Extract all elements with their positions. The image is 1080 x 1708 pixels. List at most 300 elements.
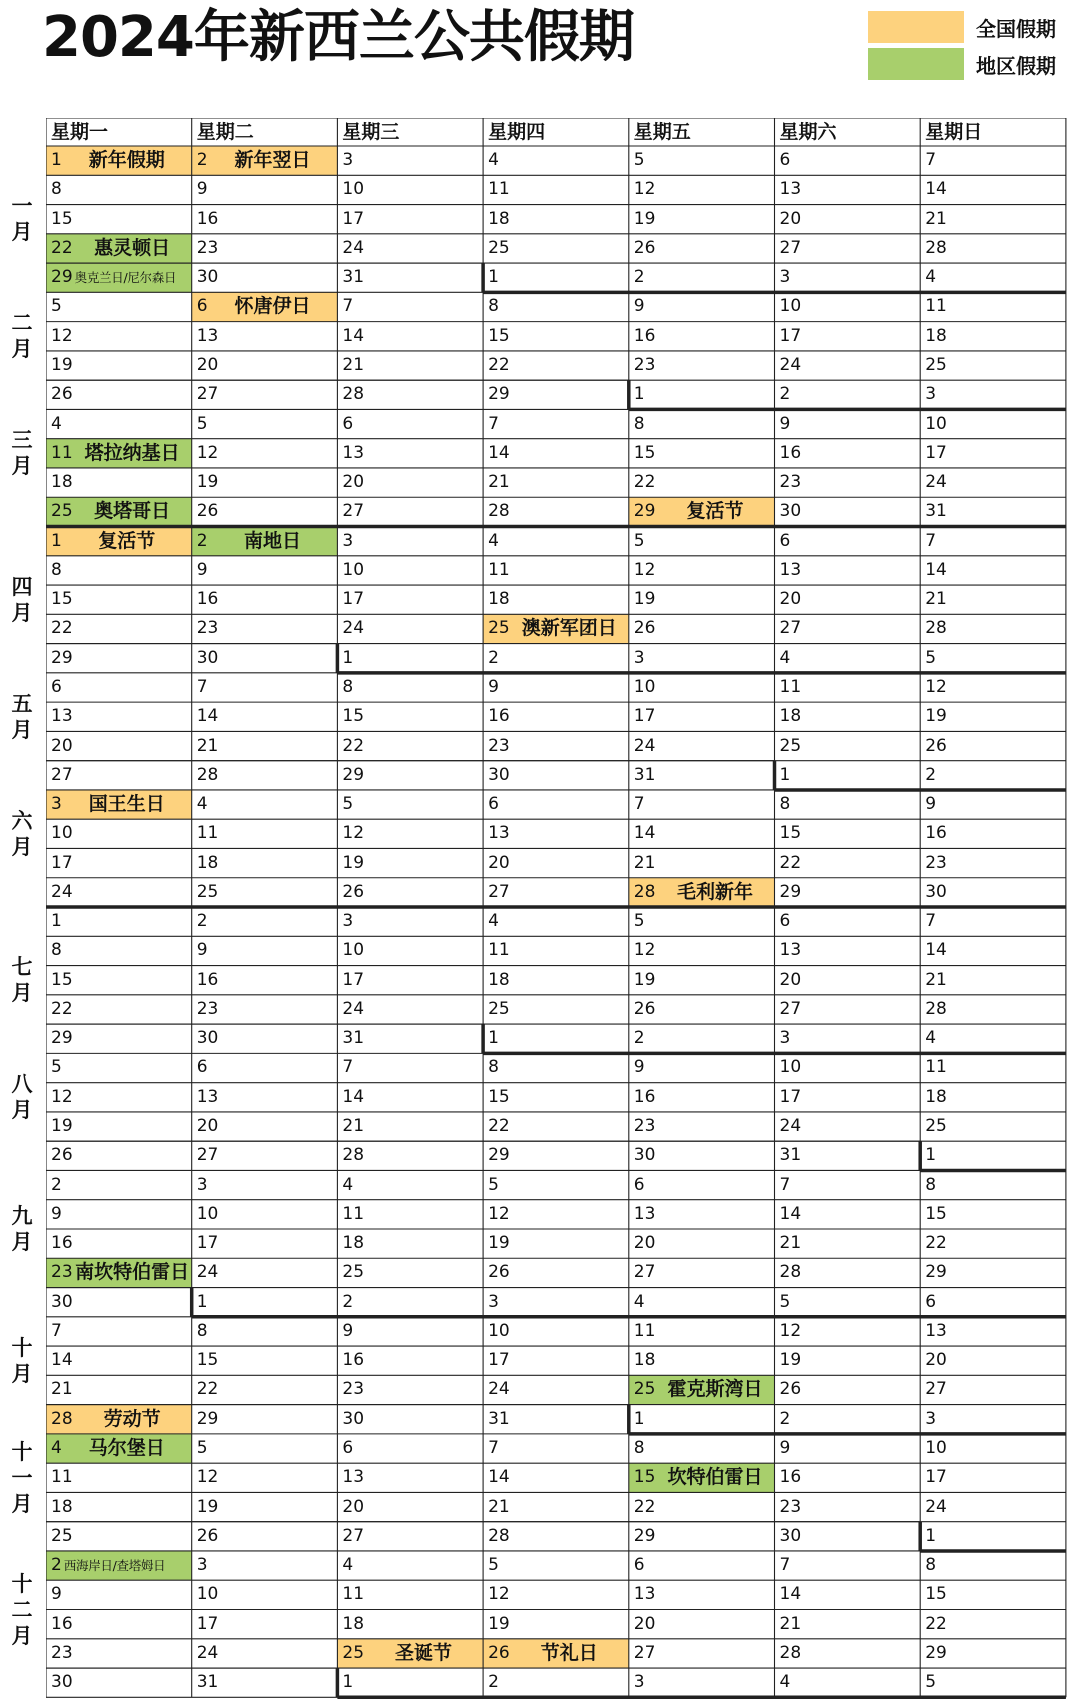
day-cell [629,1317,775,1346]
day-cell [192,1580,338,1609]
day-cell [483,497,629,526]
day-cell [337,907,483,936]
holiday-cell [46,1405,192,1434]
day-number: 19 [633,208,656,229]
day-cell [629,1580,775,1609]
day-cell [46,1053,192,1082]
day-cell [920,146,1066,175]
day-number: 2 [779,1408,791,1429]
day-number: 20 [925,1350,947,1371]
holiday-name: 坎特伯雷日 [667,1466,763,1489]
day-cell [629,848,775,877]
day-number: 10 [51,823,73,844]
day-cell [629,351,775,380]
day-cell [46,936,192,965]
day-number: 13 [633,1584,656,1605]
day-number: 24 [196,1262,219,1283]
day-number: 13 [342,442,365,463]
day-cell [192,263,338,292]
day-cell [629,1492,775,1521]
day-number: 19 [196,1496,219,1517]
day-number: 14 [51,1350,73,1371]
holiday-cell [46,1258,192,1287]
day-number: 14 [633,823,656,844]
day-cell [920,966,1066,995]
holiday-cell [629,497,775,526]
day-number: 16 [51,1613,73,1634]
day-number: 3 [779,267,791,288]
day-cell [46,1170,192,1199]
day-cell [337,292,483,321]
day-number: 23 [925,852,947,873]
day-number: 12 [51,325,73,346]
day-cell [775,790,921,819]
day-number: 10 [925,1438,947,1458]
day-number: 13 [633,1203,656,1224]
day-cell [920,1405,1066,1434]
day-number: 27 [342,1525,365,1546]
day-number: 20 [51,735,73,756]
day-cell [629,1610,775,1639]
day-number: 9 [196,179,208,200]
month-label: 六 月 [11,808,33,859]
day-cell [46,351,192,380]
day-cell [920,731,1066,760]
day-cell [46,819,192,848]
day-number: 9 [51,1584,62,1605]
day-number: 4 [779,1672,791,1693]
day-number: 23 [779,1496,802,1517]
day-number: 16 [779,1467,802,1488]
day-number: 15 [488,325,510,346]
day-number: 10 [925,413,947,434]
day-cell [775,1112,921,1141]
day-number: 25 [779,735,802,756]
month-label: 十 月 [11,1335,33,1386]
day-number: 4 [488,150,499,171]
day-number: 7 [925,530,937,551]
day-number: 2 [51,1174,62,1195]
day-cell [629,234,775,263]
day-cell [192,1551,338,1580]
day-cell [337,848,483,877]
day-number: 13 [196,325,219,346]
day-number: 24 [488,1379,510,1400]
day-number: 25 [925,355,947,375]
day-number: 8 [779,794,791,815]
day-cell [920,1610,1066,1639]
day-number: 4 [779,647,791,668]
day-number: 8 [633,413,645,434]
day-number: 26 [51,384,73,405]
day-number: 26 [633,618,656,639]
day-cell [46,1610,192,1639]
day-number: 15 [51,208,73,229]
day-cell [920,556,1066,585]
day-number: 7 [779,1555,791,1576]
day-number: 14 [925,179,947,200]
day-number: 1 [925,1525,937,1546]
day-cell [629,1522,775,1551]
day-number: 17 [342,969,365,990]
day-number: 29 [925,1642,947,1663]
day-number: 25 [488,998,510,1019]
day-number: 3 [779,1028,791,1049]
day-number: 3 [342,911,354,932]
day-number: 19 [51,355,73,375]
day-number: 28 [196,764,219,785]
day-cell [192,1200,338,1229]
holiday-name: 复活节 [98,529,156,552]
day-cell [483,673,629,702]
day-cell [192,731,338,760]
day-cell [337,1580,483,1609]
day-cell [192,439,338,468]
day-number: 9 [196,559,208,580]
day-number: 7 [342,296,354,317]
day-number: 25 [51,501,73,522]
day-number: 25 [633,1379,656,1400]
day-number: 3 [633,1672,645,1693]
day-cell [483,1375,629,1404]
day-cell [192,322,338,351]
day-cell [920,790,1066,819]
day-number: 10 [779,1057,802,1078]
day-number: 25 [342,1642,365,1663]
day-number: 16 [342,1350,365,1371]
day-number: 24 [779,1116,802,1137]
day-number: 15 [633,1467,656,1488]
day-cell [775,351,921,380]
day-number: 26 [779,1379,802,1400]
day-cell [192,1170,338,1199]
day-number: 2 [488,647,499,668]
day-number: 5 [633,150,645,171]
day-number: 26 [196,501,219,522]
day-cell [192,1463,338,1492]
day-cell [775,995,921,1024]
day-number: 2 [779,384,791,405]
day-number: 28 [925,998,947,1019]
day-number: 4 [488,911,499,932]
day-cell [483,1258,629,1287]
day-number: 15 [342,706,365,727]
day-cell [775,614,921,643]
day-number: 24 [196,1642,219,1663]
month-label: 九 月 [11,1203,33,1254]
day-cell [192,585,338,614]
day-number: 11 [925,296,947,317]
day-number: 11 [196,823,219,844]
day-cell [337,1024,483,1053]
month-label: 二 月 [11,311,33,362]
day-cell [192,1434,338,1463]
day-cell [775,1375,921,1404]
day-number: 26 [925,735,947,756]
day-number: 17 [488,1350,510,1371]
day-number: 9 [488,676,499,697]
holiday-cell [629,1375,775,1404]
day-number: 4 [488,530,499,551]
day-number: 16 [488,706,510,727]
day-number: 24 [342,998,365,1019]
day-number: 5 [779,1291,791,1312]
day-cell [483,1668,629,1697]
day-cell [629,439,775,468]
day-number: 3 [342,150,354,171]
day-number: 14 [488,1467,510,1488]
day-cell [337,1053,483,1082]
day-number: 20 [196,355,219,375]
day-number: 8 [196,1320,208,1341]
day-number: 6 [779,911,791,932]
day-number: 17 [779,1086,802,1107]
day-number: 15 [925,1203,947,1224]
holiday-cell [46,790,192,819]
holiday-name: 节礼日 [540,1641,598,1664]
day-cell [46,1083,192,1112]
day-cell [629,1346,775,1375]
day-cell [337,1668,483,1697]
day-number: 4 [342,1174,354,1195]
holiday-cell [46,439,192,468]
day-cell [337,1170,483,1199]
day-number: 18 [342,1613,365,1634]
day-number: 14 [779,1203,802,1224]
day-number: 14 [925,940,947,961]
day-cell [775,731,921,760]
day-cell [629,1200,775,1229]
day-number: 13 [779,940,802,961]
day-number: 4 [196,794,208,815]
day-number: 16 [633,325,656,346]
holiday-name: 复活节 [686,500,744,523]
day-cell [192,673,338,702]
day-number: 27 [196,1145,219,1166]
day-cell [775,1053,921,1082]
day-cell [483,175,629,204]
day-cell [483,1083,629,1112]
day-cell [920,702,1066,731]
day-number: 30 [196,647,219,668]
day-cell [337,1551,483,1580]
day-number: 12 [633,179,656,200]
day-number: 22 [779,852,802,873]
weekday-header: 星期二 [196,120,254,143]
holiday-cell [46,497,192,526]
day-cell [483,790,629,819]
day-number: 20 [196,1116,219,1137]
day-cell [483,1053,629,1082]
day-number: 17 [342,208,365,229]
day-number: 26 [51,1145,73,1166]
day-number: 7 [51,1320,62,1341]
day-number: 16 [196,589,219,610]
day-number: 12 [196,442,219,463]
day-cell [920,1375,1066,1404]
day-number: 27 [779,237,802,258]
day-number: 12 [51,1086,73,1107]
day-cell [192,1346,338,1375]
day-number: 31 [633,764,656,785]
day-number: 28 [488,1525,510,1546]
day-number: 11 [925,1057,947,1078]
day-cell [920,497,1066,526]
day-cell [192,614,338,643]
day-number: 18 [342,1233,365,1254]
day-number: 22 [925,1233,947,1254]
day-number: 30 [779,501,802,522]
day-number: 25 [51,1525,73,1546]
day-cell [920,1551,1066,1580]
day-number: 5 [51,296,62,317]
day-cell [483,409,629,438]
day-number: 6 [488,794,499,815]
day-cell [46,205,192,234]
day-cell [775,1346,921,1375]
day-number: 26 [488,1262,510,1283]
holiday-name: 新年翌日 [234,149,311,172]
day-cell [775,409,921,438]
day-cell [629,263,775,292]
day-number: 5 [196,1438,208,1458]
day-cell [920,380,1066,409]
day-cell [920,1434,1066,1463]
day-cell [920,1083,1066,1112]
day-number: 11 [779,676,802,697]
day-number: 19 [633,589,656,610]
day-number: 29 [488,384,510,405]
day-number: 5 [488,1555,499,1576]
day-number: 30 [633,1145,656,1166]
day-cell [337,1083,483,1112]
day-number: 26 [633,998,656,1019]
day-cell [46,1463,192,1492]
day-cell [192,380,338,409]
day-number: 21 [196,735,219,756]
day-cell [337,1375,483,1404]
holiday-name: 西海岸日/查塔姆日 [63,1558,166,1574]
day-cell [483,1551,629,1580]
day-number: 21 [925,208,947,229]
day-cell [920,1288,1066,1317]
day-cell [775,1580,921,1609]
day-number: 2 [633,267,645,288]
day-cell [483,439,629,468]
day-cell [483,1200,629,1229]
day-cell [775,585,921,614]
day-cell [337,1463,483,1492]
day-number: 21 [633,852,656,873]
day-number: 30 [342,1408,365,1429]
day-cell [629,556,775,585]
day-number: 12 [488,1584,510,1605]
day-number: 24 [342,237,365,258]
holiday-cell [46,234,192,263]
day-number: 27 [779,618,802,639]
day-number: 30 [925,881,947,902]
day-cell [337,644,483,673]
day-number: 18 [633,1350,656,1371]
day-number: 11 [488,559,510,580]
day-cell [629,175,775,204]
day-cell [337,731,483,760]
day-cell [483,351,629,380]
day-cell [337,966,483,995]
day-cell [46,731,192,760]
day-cell [337,409,483,438]
day-number: 22 [51,618,73,639]
day-cell [483,966,629,995]
month-label: 三 月 [11,428,33,479]
day-number: 5 [51,1057,62,1078]
day-cell [46,1024,192,1053]
day-number: 28 [488,501,510,522]
day-number: 13 [342,1467,365,1488]
day-cell [920,1170,1066,1199]
day-cell [920,1522,1066,1551]
day-cell [775,146,921,175]
day-number: 7 [779,1174,791,1195]
day-number: 30 [779,1525,802,1546]
day-cell [629,146,775,175]
day-cell [483,292,629,321]
day-number: 21 [488,1496,510,1517]
day-number: 29 [51,647,73,668]
day-cell [483,1229,629,1258]
day-number: 22 [342,735,365,756]
day-cell [337,1258,483,1287]
day-number: 19 [342,852,365,873]
day-number: 6 [196,1057,208,1078]
day-cell [483,556,629,585]
day-cell [192,556,338,585]
day-cell [775,878,921,907]
day-cell [337,322,483,351]
day-cell [483,1317,629,1346]
day-cell [483,1463,629,1492]
day-cell [629,731,775,760]
day-cell [337,1522,483,1551]
day-number: 11 [488,940,510,961]
day-cell [775,819,921,848]
day-number: 11 [342,1203,365,1224]
day-number: 30 [196,1028,219,1049]
day-number: 17 [925,442,947,463]
day-number: 2 [51,1555,62,1576]
day-number: 27 [488,881,510,902]
day-cell [775,702,921,731]
day-cell [337,995,483,1024]
day-number: 13 [779,179,802,200]
day-number: 14 [342,1086,365,1107]
day-cell [920,1053,1066,1082]
day-number: 1 [633,1408,645,1429]
day-number: 18 [925,1086,947,1107]
day-cell [337,1610,483,1639]
day-number: 30 [196,267,219,288]
day-cell [46,1200,192,1229]
day-number: 23 [196,618,219,639]
day-cell [46,761,192,790]
holiday-name: 南坎特伯雷日 [75,1261,190,1284]
day-cell [192,1053,338,1082]
day-cell [337,1405,483,1434]
day-cell [192,1668,338,1697]
day-number: 4 [51,1438,62,1458]
holiday-cell [483,614,629,643]
day-cell [192,907,338,936]
